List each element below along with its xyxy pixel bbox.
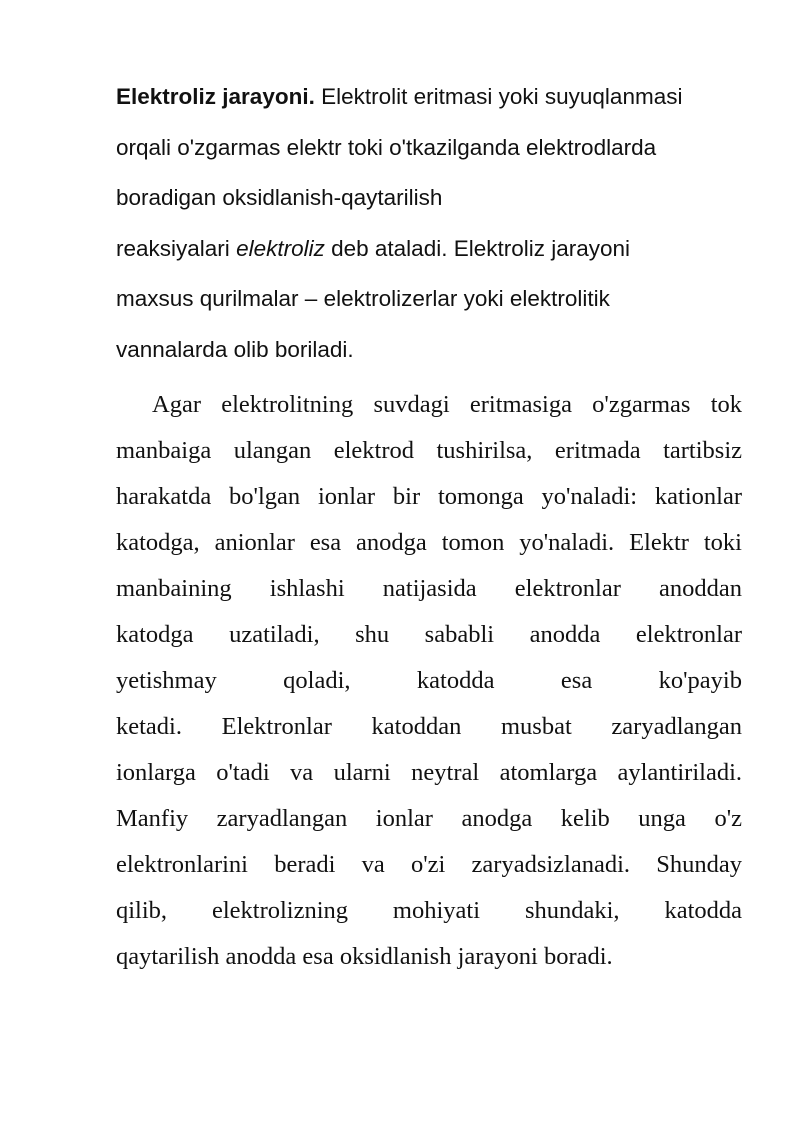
- paragraph-line: vannalarda olib boriladi.: [116, 336, 354, 362]
- paragraph-line: boradigan oksidlanish-qaytarilish: [116, 185, 443, 210]
- paragraph-line: qaytarilish anodda esa oksidlanish jarayoni boradi.: [116, 943, 613, 970]
- paragraph-line: yetishmay qoladi, katodda esa ko'payib: [116, 667, 742, 694]
- intro-paragraph: [116, 72, 746, 375]
- body-paragraph: [116, 382, 742, 980]
- paragraph-line: Manfiy zaryadlangan ionlar anodga kelib unga o'z: [116, 805, 742, 832]
- paragraph-line: harakatda bo'lgan ionlar bir tomonga yo'naladi: kationlar: [116, 483, 742, 510]
- line-text: reaksiyalari: [116, 235, 230, 261]
- defined-term: elektroliz: [236, 235, 325, 261]
- paragraph-line: manbaining ishlashi natijasida elektronlar anoddan: [116, 575, 742, 602]
- paragraph-line: katodga, anionlar esa anodga tomon yo'naladi. Elektr toki: [116, 529, 742, 556]
- line-text: Elektrolit eritmasi yoki suyuqlanmasi: [321, 84, 683, 109]
- paragraph-line: qilib, elektrolizning mohiyati shundaki, katodda: [116, 897, 742, 924]
- paragraph-line: orqali o'zgarmas elektr toki o'tkazilganda elektrodlarda: [116, 134, 657, 160]
- paragraph-line: [116, 224, 746, 275]
- paragraph-line: katodga uzatiladi, shu sababli anodda elektronlar: [116, 621, 742, 648]
- paragraph-line: [116, 72, 746, 123]
- line-text: deb ataladi. Elektroliz jarayoni: [331, 235, 631, 261]
- section-heading: Elektroliz jarayoni.: [116, 84, 315, 109]
- paragraph-line: ketadi. Elektronlar katoddan musbat zaryadlangan: [116, 713, 742, 740]
- paragraph-line: Agar elektrolitning suvdagi eritmasiga o'zgarmas tok: [152, 391, 742, 418]
- paragraph-line: manbaiga ulangan elektrod tushirilsa, eritmada tartibsiz: [116, 437, 742, 464]
- paragraph-line: elektronlarini beradi va o'zi zaryadsizlanadi. Shunday: [116, 851, 742, 878]
- paragraph-line: maxsus qurilmalar – elektrolizerlar yoki elektrolitik: [116, 286, 610, 311]
- paragraph-line: ionlarga o'tadi va ularni neytral atomlarga aylantiriladi.: [116, 759, 742, 786]
